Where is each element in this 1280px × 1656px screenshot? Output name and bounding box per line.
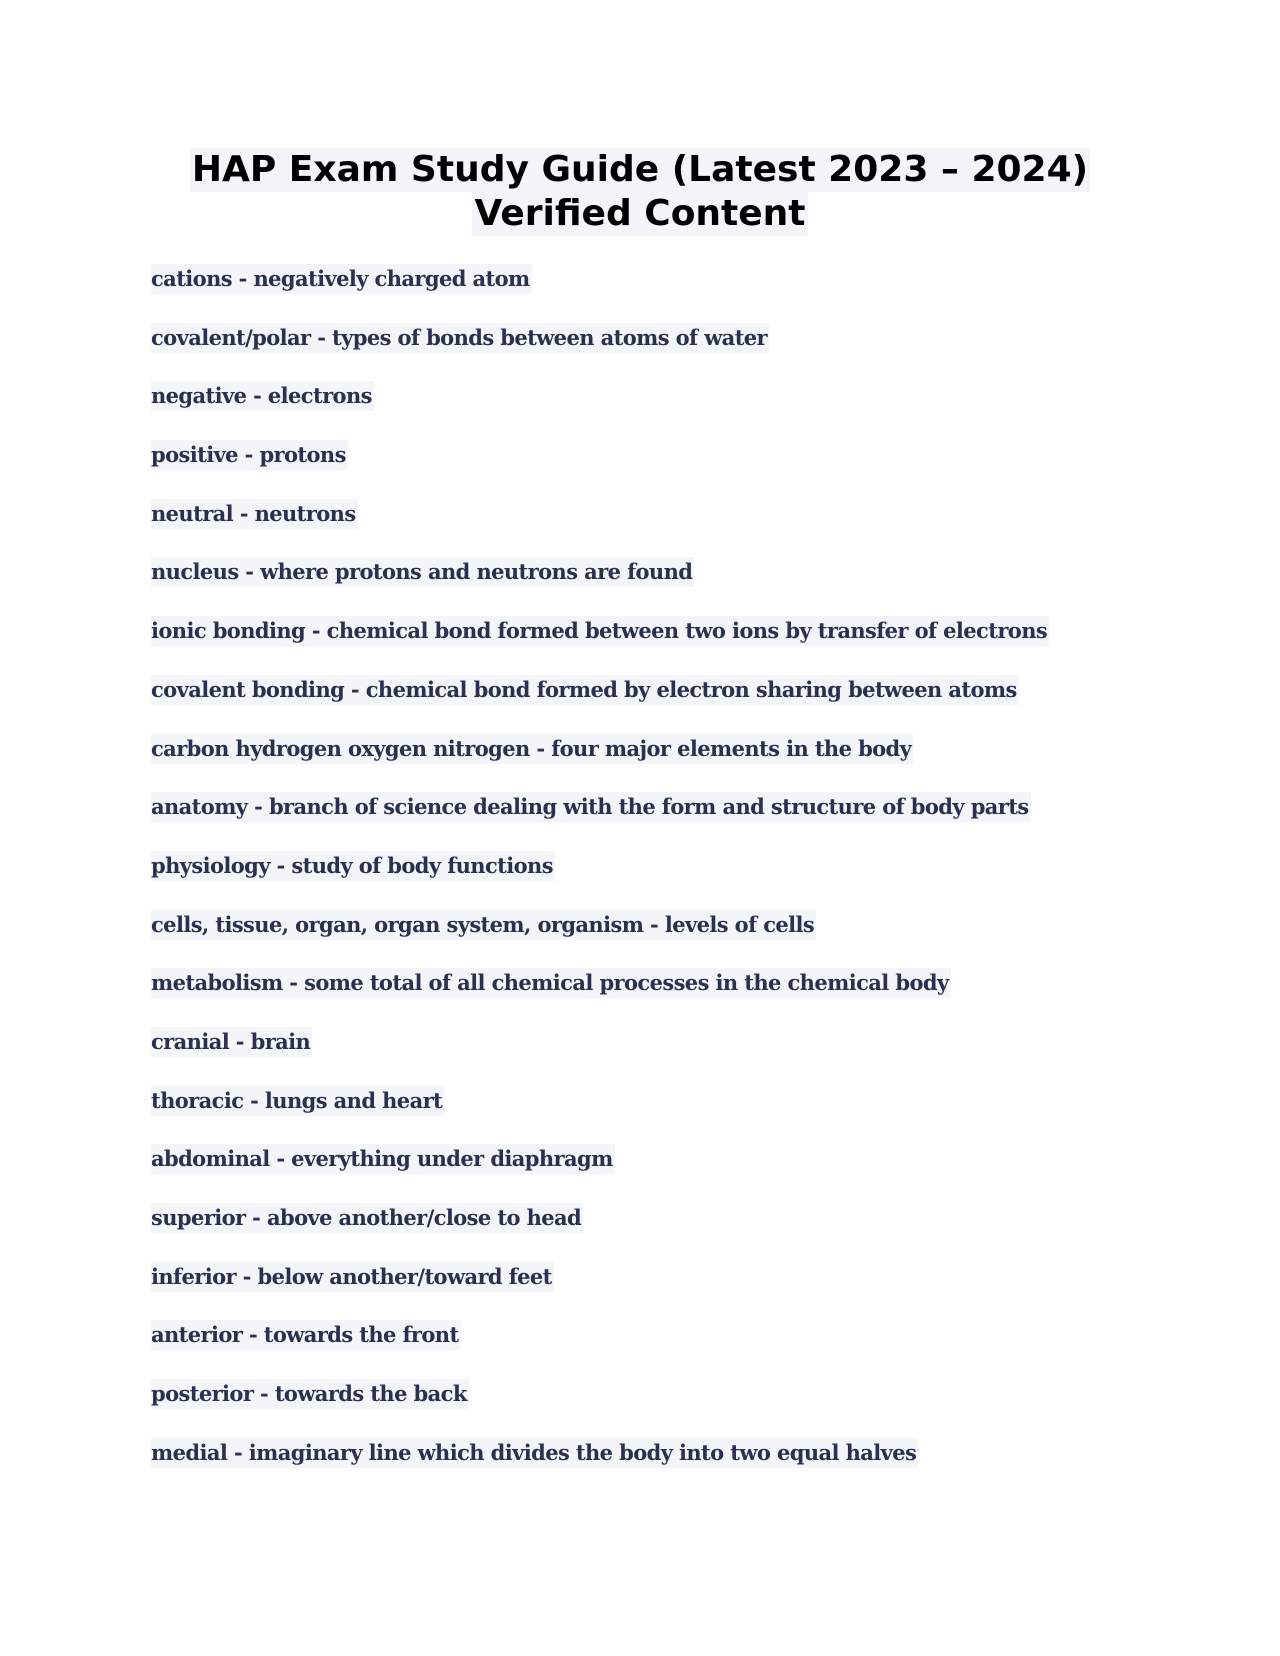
list-item <box>151 734 1151 793</box>
list-item <box>151 557 1151 616</box>
list-item <box>151 1262 1151 1321</box>
list-item <box>151 323 1151 382</box>
list-item <box>151 851 1151 910</box>
list-item <box>151 1086 1151 1145</box>
list-item <box>151 1203 1151 1262</box>
entry-text: metabolism - some total of all chemical processes in the chemical body <box>151 968 951 998</box>
list-item <box>151 1144 1151 1203</box>
entry-text: physiology - study of body functions <box>151 851 555 881</box>
title-line-2: Verified Content <box>474 193 806 234</box>
entry-text: superior - above another/close to head <box>151 1203 583 1233</box>
entry-text: anterior - towards the front <box>151 1320 461 1350</box>
entry-text: anatomy - branch of science dealing with the form and structure of body parts <box>151 792 1031 822</box>
entry-text: cells, tissue, organ, organ system, organism - levels of cells <box>151 910 816 940</box>
list-item <box>151 264 1151 323</box>
list-item <box>151 499 1151 558</box>
study-guide-entries <box>151 264 1151 1496</box>
list-item <box>151 1379 1151 1438</box>
entry-text: inferior - below another/toward feet <box>151 1262 554 1292</box>
entry-text: positive - protons <box>151 440 348 470</box>
entry-text: abdominal - everything under diaphragm <box>151 1144 615 1174</box>
entry-text: negative - electrons <box>151 381 374 411</box>
entry-text: neutral - neutrons <box>151 499 358 529</box>
entry-text: covalent/polar - types of bonds between atoms of water <box>151 323 769 353</box>
list-item <box>151 792 1151 851</box>
list-item <box>151 1320 1151 1379</box>
entry-text: posterior - towards the back <box>151 1379 469 1409</box>
list-item <box>151 1438 1151 1497</box>
entry-text: covalent bonding - chemical bond formed by electron sharing between atoms <box>151 675 1019 705</box>
entry-text: ionic bonding - chemical bond formed between two ions by transfer of electrons <box>151 616 1049 646</box>
list-item <box>151 1027 1151 1086</box>
entry-text: carbon hydrogen oxygen nitrogen - four major elements in the body <box>151 734 913 764</box>
list-item <box>151 910 1151 969</box>
list-item <box>151 968 1151 1027</box>
entry-text: thoracic - lungs and heart <box>151 1086 444 1116</box>
list-item <box>151 381 1151 440</box>
entry-text: medial - imaginary line which divides the body into two equal halves <box>151 1438 918 1468</box>
entry-text: cranial - brain <box>151 1027 312 1057</box>
list-item <box>151 675 1151 734</box>
list-item <box>151 440 1151 499</box>
list-item <box>151 616 1151 675</box>
entry-text: cations - negatively charged atom <box>151 264 532 294</box>
entry-text: nucleus - where protons and neutrons are found <box>151 557 694 587</box>
title-line-1: HAP Exam Study Guide (Latest 2023 – 2024) <box>191 149 1089 190</box>
page-title <box>0 148 1280 236</box>
